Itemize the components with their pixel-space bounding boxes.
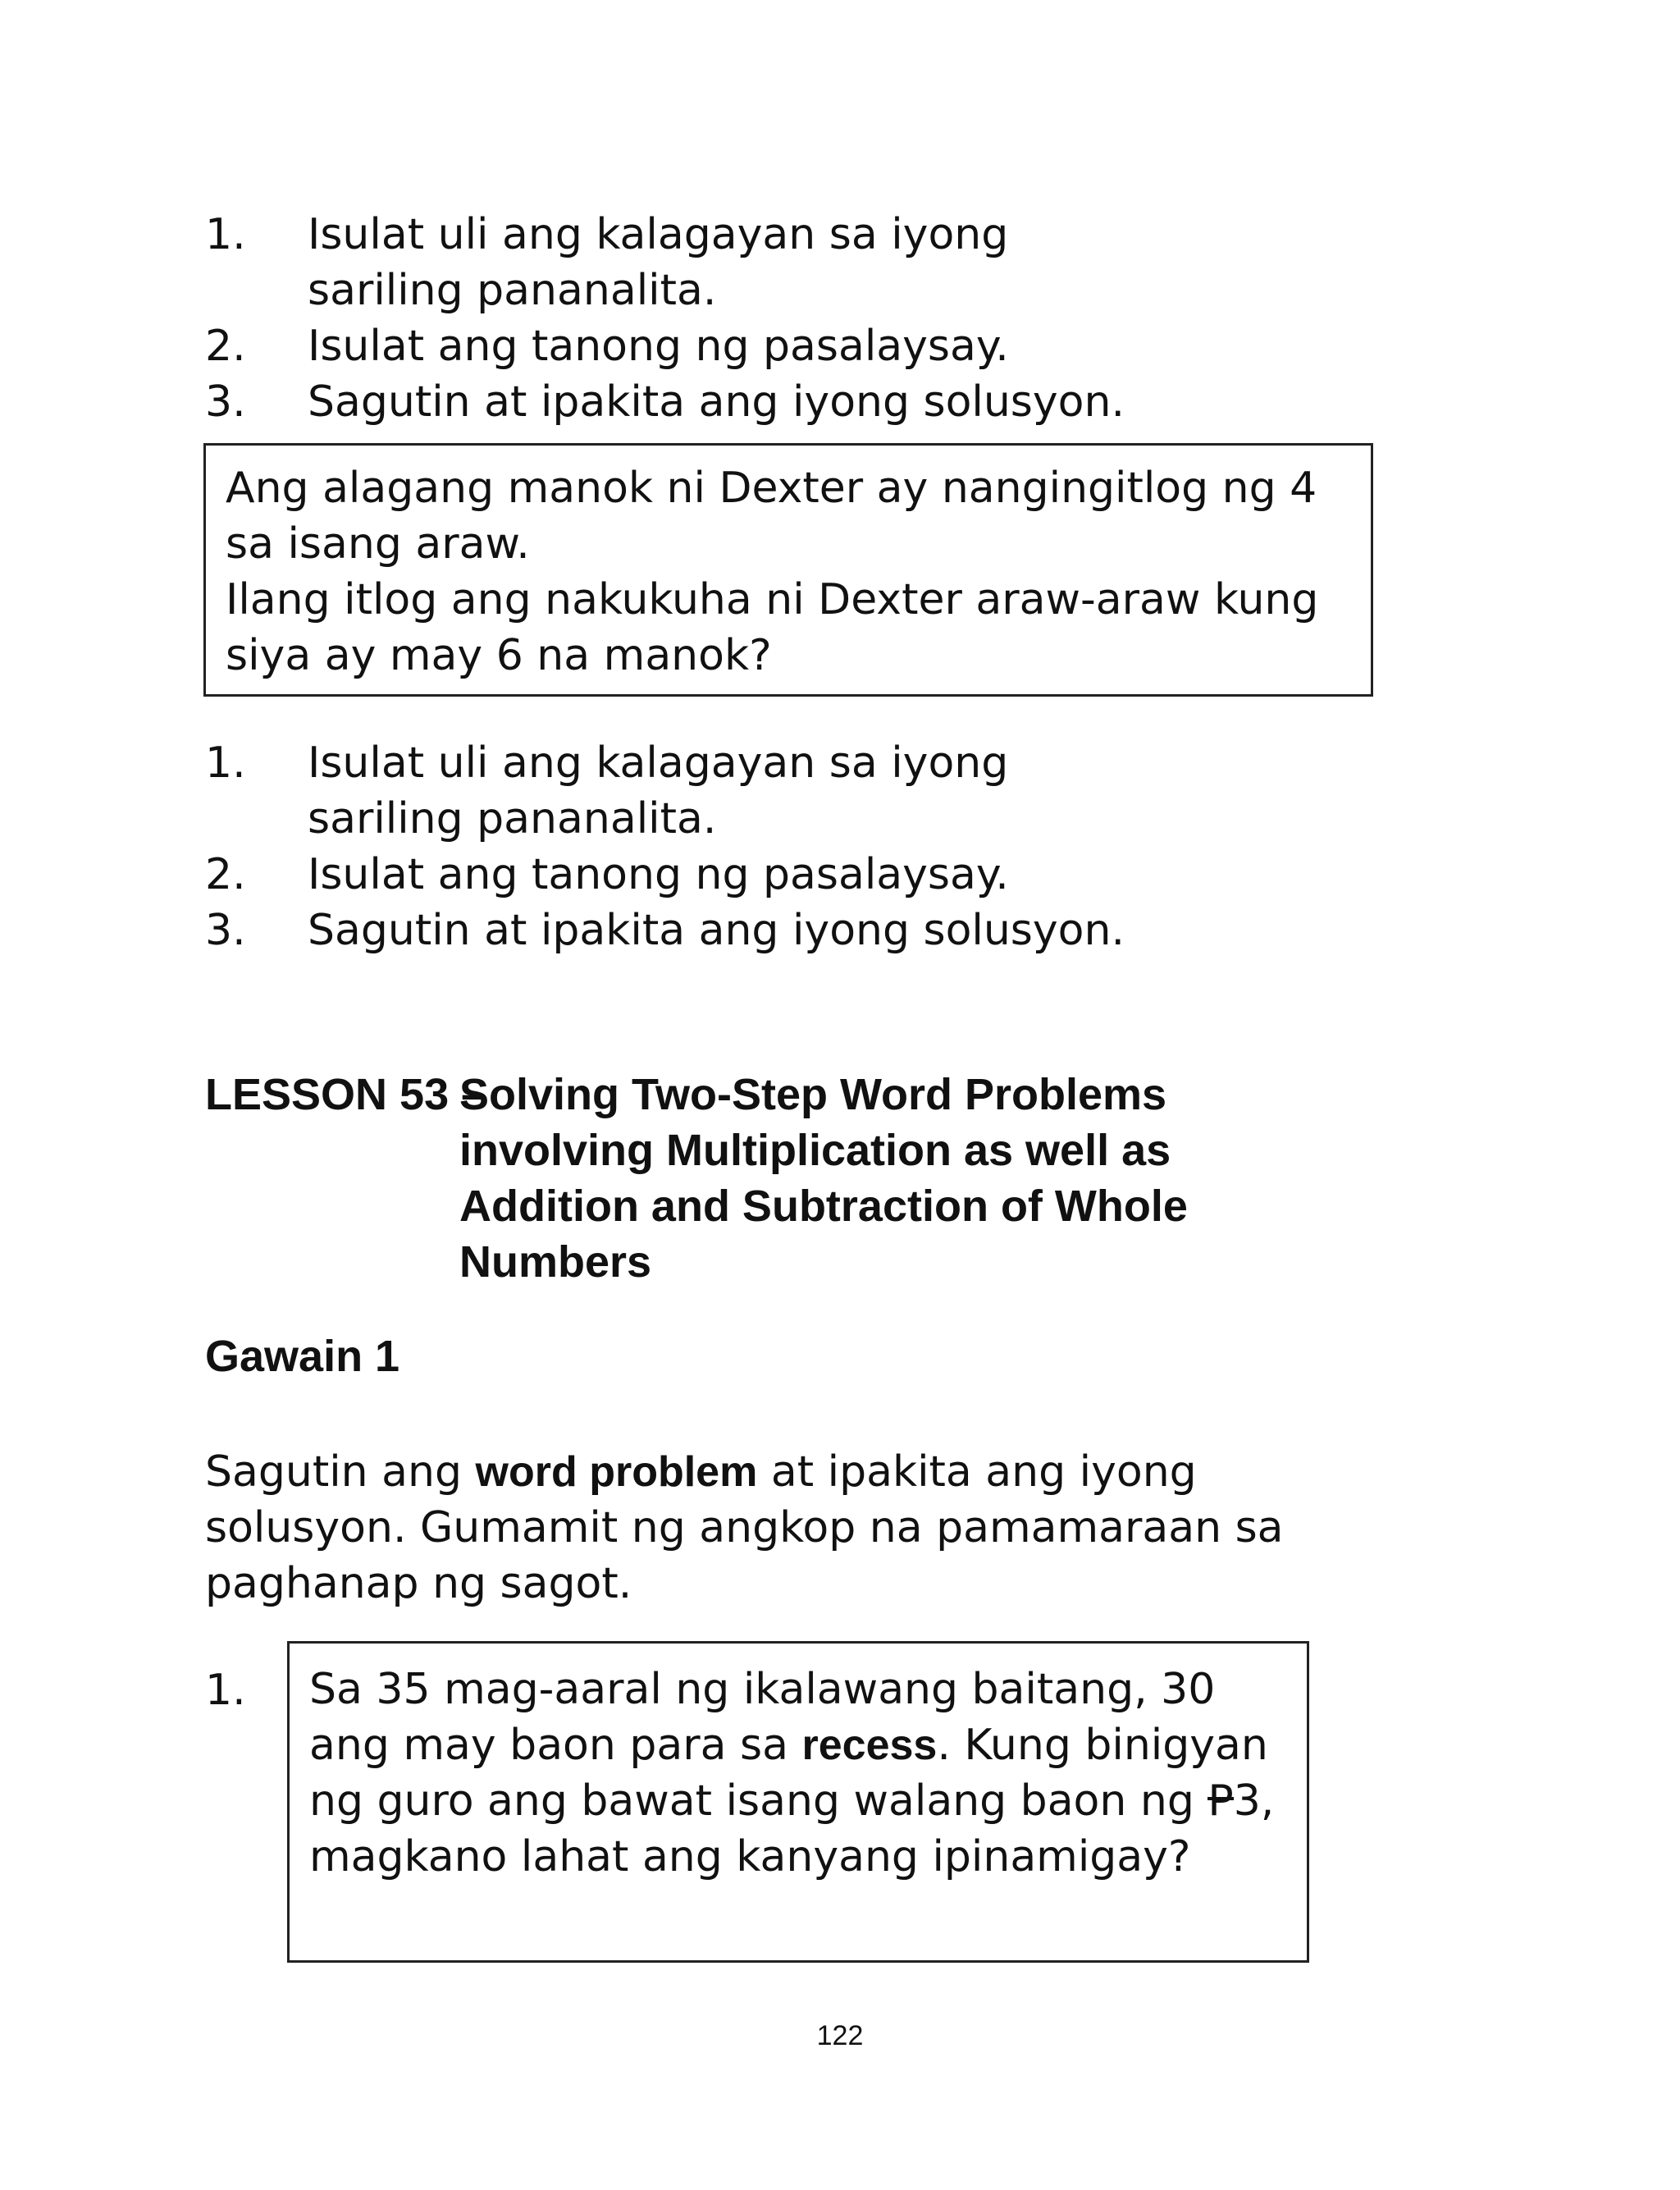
list-text: Isulat ang tanong ng pasalaysay.: [308, 322, 1009, 371]
list-text: Isulat uli ang kalagayan sa iyong sariling pananalita.: [308, 210, 1009, 315]
list-item: [205, 374, 1436, 430]
problem-line: Ang alagang manok ni Dexter ay nangingitlog ng 4 sa isang araw.: [226, 464, 1317, 569]
problem-bold: recess: [801, 1721, 938, 1769]
list-item: [205, 735, 1436, 847]
list-item: [205, 207, 1436, 318]
list-number: 3.: [205, 377, 246, 427]
lesson-label: LESSON 53 –: [205, 1070, 486, 1119]
list-text: Sagutin at ipakita ang iyong solusyon.: [308, 377, 1125, 427]
list-number: 2.: [205, 322, 246, 371]
list-number: 3.: [205, 906, 246, 955]
instructions-text: Sagutin ang: [205, 1447, 476, 1497]
problem-question: Ilang itlog ang nakukuha ni Dexter araw-araw kung siya ay may 6 na manok?: [226, 575, 1319, 680]
list-item: [205, 847, 1436, 903]
steps-list-bottom: [205, 735, 1436, 958]
list-number: 1.: [205, 210, 246, 259]
lesson-title: Solving Two-Step Word Problems involving Multiplication as well as Addition and Subtraction of Whole Numbers: [459, 1070, 1188, 1287]
peso-sign: P: [1208, 1773, 1233, 1829]
problem-text: . Kung binigyan ng guro ang bawat isang walang baon ng: [309, 1721, 1268, 1826]
instructions-bold: word problem: [475, 1448, 758, 1496]
list-text: Isulat ang tanong ng pasalaysay.: [308, 850, 1009, 899]
list-text: Isulat uli ang kalagayan sa iyong sariling pananalita.: [308, 738, 1009, 844]
steps-list-top: [205, 207, 1436, 430]
problem-text: Sa 35 mag-aaral ng ikalawang baitang, 30 ang may baon para sa: [309, 1665, 1216, 1770]
problem-number: 1.: [205, 1666, 246, 1715]
problem-box: [203, 443, 1373, 697]
list-number: 2.: [205, 850, 246, 899]
word-problem-box: [287, 1641, 1309, 1963]
instructions-text: at ipakita ang iyong solusyon. Gumamit ng angkop na pamamaraan sa paghanap ng sagot.: [205, 1447, 1284, 1608]
list-text: Sagutin at ipakita ang iyong solusyon.: [308, 906, 1125, 955]
problem-text: 3, magkano lahat ang kanyang ipinamigay?: [309, 1776, 1275, 1881]
instructions: [205, 1444, 1403, 1612]
list-item: [205, 903, 1436, 958]
list-item: [205, 318, 1436, 374]
page-number: 122: [816, 2020, 864, 2051]
list-number: 1.: [205, 738, 246, 788]
activity-heading: Gawain 1: [205, 1332, 400, 1381]
